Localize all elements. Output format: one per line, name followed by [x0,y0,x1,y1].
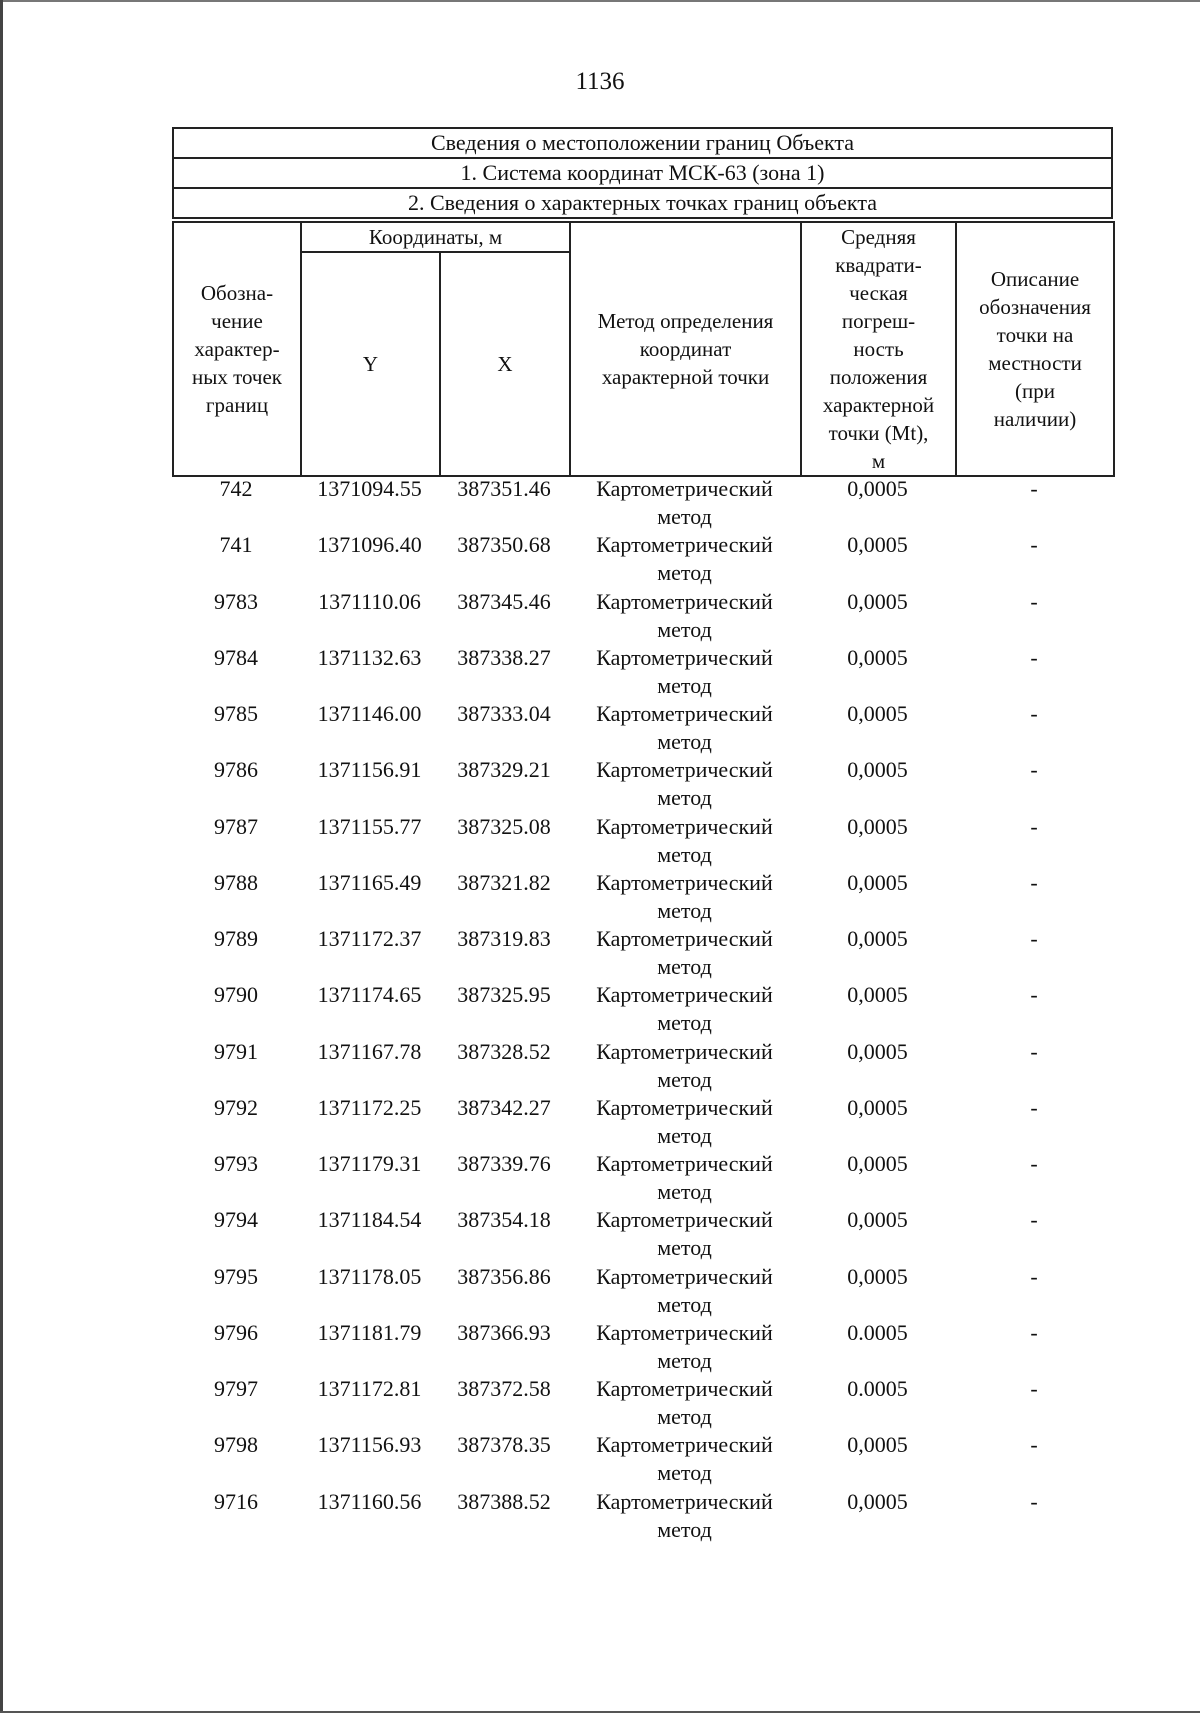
method-line-1: Картометрический [596,1376,773,1401]
rms-cell: 0,0005 [847,1432,908,1458]
header-y: Y [301,252,440,476]
method-line-2: метод [657,897,712,923]
point-cell: 9716 [214,1488,258,1514]
table-row [172,813,1113,869]
y-cell: 1371156.91 [317,757,422,783]
method-line-1: Картометрический [596,701,773,726]
table-row [172,1488,1113,1544]
method-cell [569,1263,800,1319]
x-cell: 387342.27 [457,1094,551,1120]
method-line-2: метод [657,1122,712,1148]
method-cell [569,813,800,869]
method-cell [569,1375,800,1431]
y-cell: 1371155.77 [317,813,422,839]
method-line-2: метод [657,729,712,754]
y-cell: 1371178.05 [317,1263,422,1289]
x-cell: 387372.58 [457,1376,551,1401]
y-cell: 1371160.56 [317,1488,422,1514]
x-cell: 387366.93 [457,1319,551,1345]
rms-cell: 0,0005 [847,588,908,614]
x-cell: 387388.52 [457,1488,551,1514]
rms-cell: 0,0005 [847,1094,908,1120]
rms-cell: 0,0005 [847,532,908,558]
method-cell [569,1094,800,1150]
rms-cell: 0,0005 [847,1038,908,1064]
header-x: X [440,252,570,476]
point-cell: 9791 [214,1038,258,1064]
method-cell [569,981,800,1037]
description-cell: - [1030,1319,1038,1345]
point-cell: 9795 [214,1263,258,1289]
x-cell: 387345.46 [457,588,551,614]
table-row [172,1038,1113,1094]
description-cell: - [1030,588,1038,614]
y-cell: 1371174.65 [317,982,422,1008]
description-cell: - [1030,1432,1038,1458]
table-header [172,221,1115,477]
method-line-1: Картометрический [596,1488,773,1514]
method-cell [569,1150,800,1206]
y-cell: 1371110.06 [318,588,421,614]
rms-cell: 0,0005 [847,926,908,951]
table-row [172,925,1113,981]
method-line-1: Картометрический [596,1263,773,1289]
rms-cell: 0,0005 [847,1151,908,1176]
header-designation: Обозна- чение характер- ных точек границ [173,222,301,476]
description-cell: - [1030,1488,1038,1514]
point-cell: 9788 [214,869,258,895]
y-cell: 1371094.55 [317,476,422,501]
table-row [172,644,1113,700]
method-line-1: Картометрический [596,1038,773,1064]
method-line-2: метод [657,1291,712,1317]
rms-cell: 0,0005 [847,757,908,783]
y-cell: 1371184.54 [317,1207,422,1233]
y-cell: 1371156.93 [317,1432,422,1458]
x-cell: 387356.86 [457,1263,551,1289]
point-cell: 9796 [214,1319,258,1345]
x-cell: 387333.04 [457,701,551,726]
x-cell: 387350.68 [457,532,551,558]
rms-cell: 0,0005 [847,476,908,501]
method-line-2: метод [657,1235,712,1261]
description-cell: - [1030,1094,1038,1120]
table-row [172,475,1113,531]
description-cell: - [1030,701,1038,726]
y-cell: 1371096.40 [317,532,422,558]
method-line-1: Картометрический [596,1319,773,1345]
method-cell [569,1206,800,1262]
x-cell: 387329.21 [457,757,551,783]
table-body [172,475,1113,1544]
description-cell: - [1030,476,1038,501]
title-row-coordinate-system: 1. Система координат МСК-63 (зона 1) [173,158,1112,188]
method-line-1: Картометрический [596,532,773,558]
method-line-2: метод [657,785,712,811]
x-cell: 387328.52 [457,1038,551,1064]
point-cell: 741 [219,532,253,558]
description-cell: - [1030,1151,1038,1176]
point-cell: 9798 [214,1432,258,1458]
method-line-2: метод [657,1010,712,1036]
point-cell: 9793 [214,1151,258,1176]
method-line-2: метод [657,1347,712,1373]
description-cell: - [1030,757,1038,783]
method-cell [569,531,800,587]
x-cell: 387338.27 [457,644,551,670]
table-row [172,531,1113,587]
method-cell [569,475,800,531]
y-cell: 1371172.25 [317,1094,422,1120]
page-number: 1136 [575,68,625,95]
title-row-location: Сведения о местоположении границ Объекта [173,128,1112,158]
y-cell: 1371181.79 [317,1319,422,1345]
rms-cell: 0.0005 [847,1319,908,1345]
method-line-1: Картометрический [596,1094,773,1120]
table-row [172,588,1113,644]
method-line-2: метод [657,841,712,867]
method-line-1: Картометрический [596,1432,773,1458]
rms-cell: 0.0005 [847,1376,908,1401]
description-cell: - [1030,1263,1038,1289]
description-cell: - [1030,926,1038,951]
method-cell [569,700,800,756]
table-row [172,756,1113,812]
method-cell [569,644,800,700]
method-line-2: метод [657,954,712,979]
y-cell: 1371172.37 [317,926,422,951]
point-cell: 9794 [214,1207,258,1233]
point-cell: 9797 [214,1376,258,1401]
method-cell [569,1488,800,1544]
table-row [172,700,1113,756]
method-line-1: Картометрический [596,813,773,839]
x-cell: 387321.82 [457,869,551,895]
method-line-1: Картометрический [596,757,773,783]
rms-cell: 0,0005 [847,1263,908,1289]
method-line-2: метод [657,1066,712,1092]
table-row [172,1431,1113,1487]
table-row [172,1094,1113,1150]
x-cell: 387351.46 [457,476,551,501]
x-cell: 387339.76 [457,1151,551,1176]
x-cell: 387354.18 [457,1207,551,1233]
x-cell: 387325.08 [457,813,551,839]
point-cell: 9790 [214,982,258,1008]
method-cell [569,925,800,981]
y-cell: 1371146.00 [317,701,422,726]
header-rms-error: Средняя квадрати- ческая погреш- ность положения характерной точки (Mt), м [801,222,956,476]
method-line-2: метод [657,616,712,642]
method-line-2: метод [657,1404,712,1429]
description-cell: - [1030,1207,1038,1233]
table-row [172,981,1113,1037]
scan-top-edge [0,0,1200,2]
rms-cell: 0,0005 [847,1207,908,1233]
point-cell: 742 [219,476,253,501]
description-cell: - [1030,532,1038,558]
rms-cell: 0,0005 [847,1488,908,1514]
method-line-2: метод [657,1179,712,1204]
y-cell: 1371132.63 [317,644,422,670]
title-block [172,127,1113,219]
point-cell: 9783 [214,588,258,614]
method-line-1: Картометрический [596,1207,773,1233]
method-cell [569,1431,800,1487]
header-coordinates: Координаты, м [301,222,570,252]
method-cell [569,756,800,812]
x-cell: 387378.35 [457,1432,551,1458]
scan-left-edge [0,0,3,1713]
point-cell: 9784 [214,644,258,670]
point-cell: 9786 [214,757,258,783]
description-cell: - [1030,813,1038,839]
rms-cell: 0,0005 [847,813,908,839]
title-row-characteristic-points: 2. Сведения о характерных точках границ объекта [173,188,1112,218]
x-cell: 387325.95 [457,982,551,1008]
method-line-1: Картометрический [596,926,773,951]
method-cell [569,588,800,644]
description-cell: - [1030,1376,1038,1401]
method-line-2: метод [657,1460,712,1486]
description-cell: - [1030,982,1038,1008]
x-cell: 387319.83 [457,926,551,951]
table-row [172,1375,1113,1431]
method-line-2: метод [657,504,712,529]
method-line-2: метод [657,1516,712,1542]
table-row [172,1263,1113,1319]
method-cell [569,1319,800,1375]
method-cell [569,869,800,925]
description-cell: - [1030,1038,1038,1064]
table-row [172,1319,1113,1375]
method-line-1: Картометрический [596,644,773,670]
method-line-1: Картометрический [596,476,773,501]
method-line-2: метод [657,560,712,586]
table-row [172,1150,1113,1206]
y-cell: 1371165.49 [317,869,422,895]
method-line-1: Картометрический [596,1151,773,1176]
rms-cell: 0,0005 [847,869,908,895]
method-cell [569,1038,800,1094]
method-line-1: Картометрический [596,869,773,895]
y-cell: 1371167.78 [317,1038,422,1064]
rms-cell: 0,0005 [847,701,908,726]
method-line-1: Картометрический [596,982,773,1008]
point-cell: 9792 [214,1094,258,1120]
header-method: Метод определения координат характерной точки [570,222,801,476]
method-line-2: метод [657,672,712,698]
header-description: Описание обозначения точки на местности (при наличии) [956,222,1114,476]
point-cell: 9785 [214,701,258,726]
rms-cell: 0,0005 [847,982,908,1008]
rms-cell: 0,0005 [847,644,908,670]
description-cell: - [1030,644,1038,670]
point-cell: 9789 [214,926,258,951]
table-row [172,869,1113,925]
table-row [172,1206,1113,1262]
description-cell: - [1030,869,1038,895]
y-cell: 1371172.81 [317,1376,422,1401]
method-line-1: Картометрический [596,588,773,614]
y-cell: 1371179.31 [317,1151,422,1176]
point-cell: 9787 [214,813,258,839]
